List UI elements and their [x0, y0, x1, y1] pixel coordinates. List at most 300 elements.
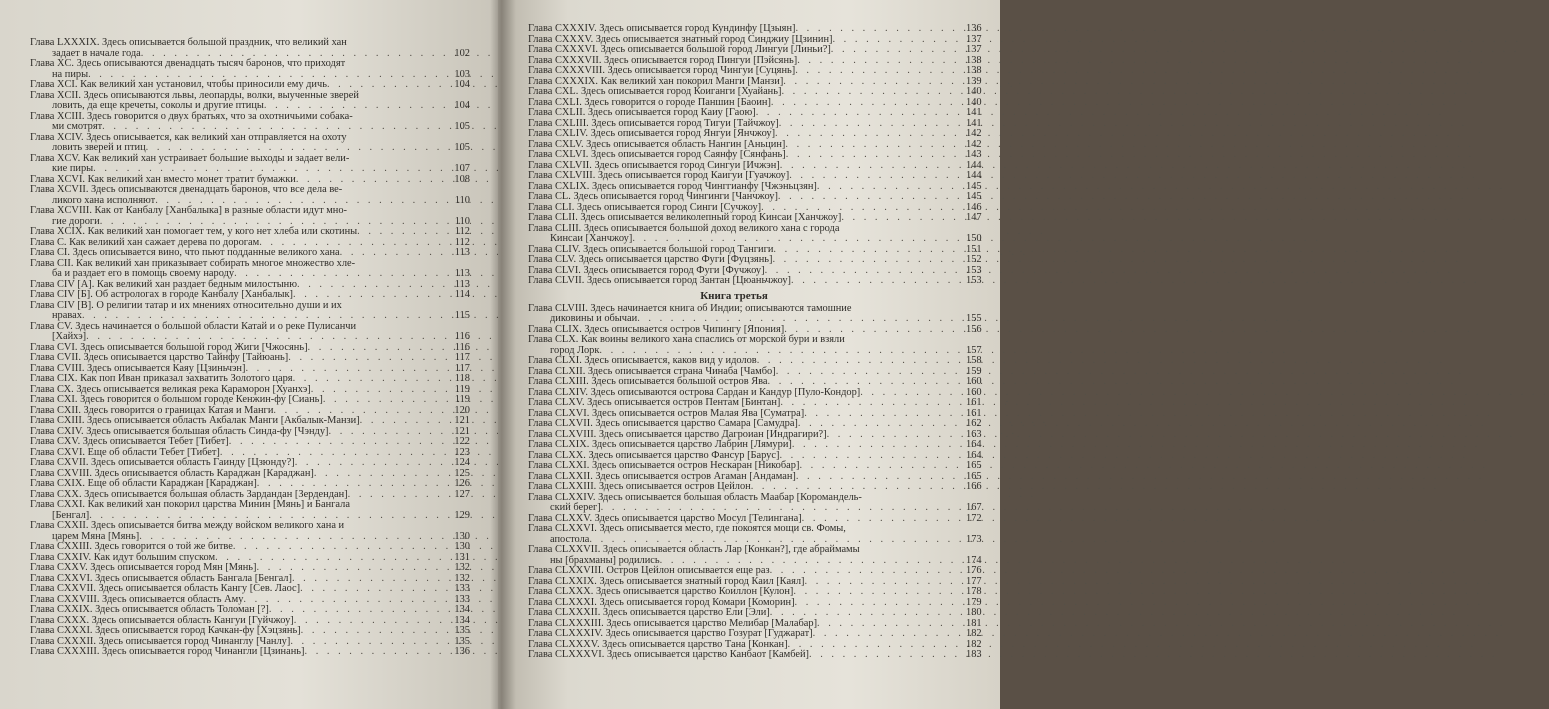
toc-entry: [30, 479, 470, 490]
toc-page-number: 105: [454, 142, 470, 153]
toc-entry-line: [528, 192, 1000, 203]
toc-entry: [30, 133, 470, 154]
toc-page-number: 178: [966, 586, 982, 597]
toc-entry: [528, 304, 1000, 325]
toc-entry-continuation: ский берег]: [550, 502, 601, 513]
toc-leader-dots: [841, 213, 962, 224]
toc-page-number: 163: [966, 428, 982, 440]
toc-entry: [30, 185, 470, 206]
toc-leader-dots: [327, 80, 444, 91]
toc-entry: [30, 563, 470, 574]
toc-entry-title: Глава CLXXVII. Здесь описывается область Лар [Конкан?], где абраймамы: [528, 544, 860, 555]
toc-entry-title: Глава CXLIX. Здесь описывается город Чинггианфу [Чжэньцзян]: [528, 180, 817, 192]
toc-entry-continuation: задает в начале года: [52, 47, 141, 59]
toc-entry-line: [528, 587, 1000, 598]
toc-entry: [30, 227, 470, 238]
toc-entry-line: [30, 563, 470, 574]
toc-entry-line: [528, 356, 1000, 367]
toc-entry: [528, 87, 1000, 98]
toc-entry: [30, 248, 470, 259]
toc-entry-title: Глава CLX. Как воины великого хана спаслись от морской бури и взяли: [528, 334, 845, 345]
toc-leader-dots: [293, 290, 444, 301]
toc-leader-dots: [269, 605, 444, 616]
toc-entry-title: Глава CLXVI. Здесь описывается остров Малая Ява [Суматра]: [528, 407, 805, 419]
toc-entry-title: Глава CXLVII. Здесь описывается город Сингуи [Ичжэн]: [528, 159, 780, 171]
toc-entry-continuation: нравах: [52, 310, 82, 321]
right-toc-list-top: [528, 24, 1000, 287]
toc-entry-title: Глава XC. Здесь описываются двенадцать тысяч баронов, что приходят: [30, 58, 346, 69]
toc-leader-dots: [770, 566, 962, 577]
toc-entry-continuation: город Лорк: [550, 344, 600, 356]
toc-page-number: 119: [454, 394, 470, 405]
toc-entry-title: Глава CLXXI. Здесь описывается остров Нескаран [Никобар]: [528, 460, 800, 471]
toc-entry-line: [528, 108, 1000, 119]
toc-page-number: 136: [966, 23, 982, 34]
toc-entry-title: Глава CXXVIII. Здесь описывается область Аму: [30, 593, 244, 605]
toc-entry: [528, 524, 1000, 545]
toc-entry-line: [528, 398, 1000, 409]
toc-entry-title: Глава CXLVI. Здесь описывается город Саянфу [Сянфань]: [528, 149, 786, 160]
toc-page-number: 121: [454, 415, 470, 426]
toc-page-number: 183: [966, 649, 982, 660]
toc-leader-dots: [792, 440, 962, 451]
toc-entry-title: Глава CLXXXV. Здесь описывается царство Тана [Конкан]: [528, 638, 788, 650]
toc-entry-title: Глава CLXVIII. Здесь описывается царство Дагроиан [Индрагири?]: [528, 428, 827, 440]
toc-leader-dots: [795, 24, 962, 35]
toc-page-number: 153: [966, 264, 982, 276]
toc-entry-title: Глава CXLVIII. Здесь описывается город Каигуи [Гуачжоу]: [528, 170, 790, 181]
toc-entry-title: Глава CLXVII. Здесь описывается царство Самара [Самудра]: [528, 418, 798, 429]
toc-entry-line: [528, 440, 1000, 451]
toc-page-number: 104: [454, 100, 470, 111]
toc-entry-title: Глава CXXII. Здесь описывается битва между войском великого хана и: [30, 520, 345, 531]
toc-leader-dots: [357, 227, 444, 238]
toc-page-number: 141: [966, 107, 982, 118]
toc-entry: [528, 276, 1000, 287]
toc-page-number: 112: [454, 226, 470, 237]
toc-page-number: 136: [454, 646, 470, 657]
toc-entry: [528, 461, 1000, 472]
right-toc-list-bottom: [528, 304, 1000, 661]
toc-entry-line: [528, 503, 1000, 514]
toc-entry-line: [30, 269, 470, 280]
toc-entry: [528, 66, 1000, 77]
toc-entry-title: Глава CLVIII. Здесь начинается книга об Индии; описываются тамошние: [528, 302, 852, 314]
toc-entry: [528, 629, 1000, 640]
toc-page-number: 127: [454, 488, 470, 500]
toc-page-number: 179: [966, 596, 982, 608]
toc-entry-title: Глава XCII. Здесь описываются львы, леопарды, волки, выученные зверей: [30, 89, 359, 101]
toc-entry-title: Глава XCVI. Как великий хан вместо монет тратит бумажки: [30, 173, 296, 185]
toc-entry-title: Глава CXLI. Здесь говорится о городе Паншин [Баоин]: [528, 96, 771, 108]
toc-page-number: 172: [966, 512, 982, 524]
toc-page-number: 121: [454, 425, 470, 437]
toc-page-number: 134: [454, 604, 470, 615]
toc-entry-title: Глава CXXVII. Здесь описывается область Кангу [Сев. Лаос]: [30, 583, 301, 594]
toc-entry-title: Глава CLVII. Здесь описывается город Зантан [Цюаньчжоу]: [528, 275, 791, 286]
toc-entry: [528, 335, 1000, 356]
toc-entry: [528, 650, 1000, 661]
toc-entry-title: Глава CV. Здесь начинается о большой области Катай и о реке Пулисанчи: [30, 320, 357, 332]
toc-leader-dots: [757, 356, 962, 367]
toc-leader-dots: [799, 461, 962, 472]
toc-entry: [30, 605, 470, 616]
toc-entry: [30, 301, 470, 322]
toc-entry-title: Глава CXLIV. Здесь описывается город Янгуи [Янчжоу]: [528, 128, 776, 139]
toc-entry-title: Глава CLXIV. Здесь описываются острова Сардан и Кандур [Пуло-Кондор]: [528, 386, 861, 398]
toc-entry-title: Глава CVI. Здесь описывается большой город Жиги [Чжосянь]: [30, 341, 308, 353]
toc-entry-continuation: [Бенгал]: [52, 509, 90, 521]
toc-entry-continuation: ловить зверей и птиц: [52, 142, 146, 153]
toc-entry: [528, 356, 1000, 367]
toc-page-number: 135: [454, 635, 470, 647]
toc-entry-title: Глава CLV. Здесь описывается царство Фуги [Фуцзянь]: [528, 254, 773, 265]
toc-entry-line: [528, 150, 1000, 161]
toc-entry-line: [30, 542, 470, 553]
toc-entry-title: Глава CXXXVI. Здесь описывается большой город Лингуи [Линьи?]: [528, 44, 831, 55]
toc-entry-title: Глава CXXXIX. Как великий хан покорил Манги [Манзи]: [528, 75, 784, 87]
toc-entry-title: Глава CVII. Здесь описывается царство Тайнфу [Тайюань]: [30, 352, 289, 363]
toc-entry: [528, 129, 1000, 140]
toc-entry-title: Глава XCVII. Здесь описываются двенадцать баронов, что все дела ве-: [30, 184, 343, 195]
toc-page-number: 182: [966, 628, 982, 639]
toc-entry: [528, 224, 1000, 245]
toc-entry-line: [30, 80, 470, 91]
toc-leader-dots: [780, 398, 962, 409]
toc-entry-continuation: ми смотрят: [52, 121, 103, 132]
toc-leader-dots: [323, 395, 444, 406]
toc-entry: [30, 38, 470, 59]
toc-entry-title: Глава CXV. Здесь описывается Тебет [Тибет]: [30, 436, 229, 447]
toc-leader-dots: [86, 332, 444, 343]
toc-entry-title: Глава CL. Здесь описывается город Чингинги [Чанчжоу]: [528, 191, 778, 202]
toc-entry: [30, 154, 470, 175]
toc-entry-title: Глава CXXXVIII. Здесь описывается город Чингуи [Суцянь]: [528, 65, 796, 76]
toc-leader-dots: [348, 490, 444, 501]
toc-entry: [528, 150, 1000, 161]
right-page: [498, 0, 1000, 709]
toc-entry-title: Глава CLIX. Здесь описывается остров Чипингу [Япония]: [528, 323, 785, 335]
toc-entry: [30, 91, 470, 112]
toc-leader-dots: [791, 276, 962, 287]
toc-entry-title: Глава CXXV. Здесь описывается город Мян [Мянь]: [30, 562, 257, 573]
toc-entry-title: Глава CXLV. Здесь описывается область Нангин [Аньцин]: [528, 138, 786, 150]
toc-page-number: 162: [966, 418, 982, 429]
toc-page-number: 152: [966, 254, 982, 265]
toc-entry-title: Глава CXIX. Еще об области Караджан [Караджан]: [30, 478, 257, 489]
toc-entry-title: Глава XCI. Как великий хан установил, чтобы приносили ему дичь: [30, 79, 327, 90]
toc-page-number: 126: [454, 478, 470, 489]
toc-entry: [528, 440, 1000, 451]
toc-leader-dots: [751, 482, 962, 493]
toc-page-number: 135: [454, 625, 470, 636]
toc-entry-line: [528, 482, 1000, 493]
toc-page-number: 137: [966, 44, 982, 55]
toc-entry-line: [528, 608, 1000, 619]
toc-leader-dots: [102, 122, 444, 133]
toc-entry: [528, 171, 1000, 182]
toc-page-number: 158: [966, 355, 982, 366]
toc-entry-line: [30, 143, 470, 154]
toc-entry-line: [528, 87, 1000, 98]
toc-entry-line: [30, 605, 470, 616]
toc-entry: [30, 521, 470, 542]
toc-entry-line: [528, 314, 1000, 325]
toc-page-number: 182: [966, 638, 982, 650]
toc-leader-dots: [264, 101, 444, 112]
toc-entry-title: Глава СХ. Здесь описывается великая река Караморон [Хуанхэ]: [30, 383, 311, 395]
toc-entry-title: Глава LXXXIX. Здесь описывается большой праздник, что великий хан: [30, 37, 347, 48]
toc-entry-title: Глава CXXX. Здесь описывается область Кангуи [Гуйчжоу]: [30, 614, 294, 626]
toc-entry-title: Глава СIV [Б]. Об астрологах в городе Канбалу [Ханбалык]: [30, 289, 293, 300]
toc-page-number: 113: [454, 247, 470, 258]
toc-entry: [30, 206, 470, 227]
toc-entry-title: Глава XCV. Как великий хан устраивает большие выходы и задает вели-: [30, 152, 350, 164]
toc-page-number: 130: [454, 541, 470, 552]
toc-page-number: 117: [454, 362, 470, 374]
toc-entry-line: [30, 395, 470, 406]
toc-entry-line: [30, 311, 470, 322]
toc-page-number: 145: [966, 191, 982, 202]
toc-page-number: 164: [966, 449, 982, 461]
toc-entry-line: [30, 458, 470, 469]
toc-page-number: 124: [454, 457, 470, 468]
toc-entry-line: [528, 377, 1000, 388]
toc-entry-title: Глава CLXXXII. Здесь описывается царство Ели [Эли]: [528, 607, 770, 618]
toc-entry: [30, 374, 470, 385]
toc-entry-title: Глава CLXXXIV. Здесь описывается царство Гозурат [Гуджарат]: [528, 628, 813, 639]
toc-entry: [528, 24, 1000, 35]
toc-page-number: 160: [966, 376, 982, 387]
toc-leader-dots: [82, 311, 444, 322]
toc-entry-line: [30, 332, 470, 343]
toc-page-number: 157: [966, 344, 982, 356]
toc-entry-title: Глава CLXXX. Здесь описывается царство Коиллон [Кулон]: [528, 586, 794, 597]
toc-entry-title: Глава CLI. Здесь описывается город Синги [Сучжоу]: [528, 201, 762, 213]
toc-entry: [30, 416, 470, 427]
toc-page-number: 138: [966, 65, 982, 76]
toc-entry-title: Глава CIX. Как поп Иван приказал захватить Золотого царя: [30, 373, 293, 384]
toc-page-number: 129: [454, 509, 470, 521]
toc-leader-dots: [229, 437, 444, 448]
left-toc-list: [30, 38, 470, 658]
toc-entry-title: Глава CLXV. Здесь описывается остров Пентам [Бинтан]: [528, 397, 781, 408]
toc-page-number: 140: [966, 86, 982, 97]
toc-entry: [30, 584, 470, 595]
toc-entry: [30, 353, 470, 364]
toc-entry: [30, 322, 470, 343]
toc-entry-continuation: ловить, да еще кречеты, соколы и другие птицы: [52, 100, 264, 111]
toc-entry-title: Глава CXXXV. Здесь описывается знатный город Синджиу [Цзинин]: [528, 33, 833, 45]
toc-leader-dots: [778, 192, 962, 203]
toc-entry: [528, 545, 1000, 566]
toc-entry-line: [30, 122, 470, 133]
toc-entry-title: Глава CLXXIII. Здесь описывается остров Цейлон: [528, 481, 751, 492]
toc-entry: [528, 192, 1000, 203]
toc-entry: [528, 493, 1000, 514]
toc-page-number: 132: [454, 562, 470, 573]
toc-page-number: 181: [966, 617, 982, 629]
toc-entry-title: Глава CLXX. Здесь описывается царство Фансур [Барус]: [528, 449, 780, 461]
toc-entry-line: [30, 416, 470, 427]
toc-entry-title: Глава CLXXXVI. Здесь описывается царство Канбаот [Камбей]: [528, 649, 809, 660]
toc-entry: [528, 255, 1000, 266]
toc-entry-continuation: ны [брахманы] родились: [550, 554, 660, 566]
toc-entry-continuation: царем Мяна [Мянь]: [52, 530, 140, 542]
toc-page-number: 159: [966, 365, 982, 377]
toc-leader-dots: [756, 108, 962, 119]
toc-page-number: 140: [966, 96, 982, 108]
toc-entry-title: Глава CLII. Здесь описывается великолепный город Кинсаи [Ханчжоу]: [528, 212, 842, 223]
toc-entry: [30, 259, 470, 280]
toc-entry-title: Глава CXIII. Здесь описывается область Акбалак Манги [Акбалык-Манзи]: [30, 415, 360, 426]
toc-leader-dots: [300, 584, 444, 595]
toc-entry-continuation: Кинсаи [Ханчжоу]: [550, 233, 633, 244]
toc-leader-dots: [786, 150, 962, 161]
toc-entry: [528, 566, 1000, 577]
toc-page-number: 104: [454, 79, 470, 90]
toc-leader-dots: [295, 458, 444, 469]
toc-leader-dots: [288, 353, 444, 364]
toc-entry-title: Глава CLVI. Здесь описывается город Фуги [Фучжоу]: [528, 264, 765, 276]
toc-entry-line: [528, 171, 1000, 182]
toc-entry: [30, 626, 470, 637]
toc-entry-title: Глава CXXIV. Как идут большим спуском: [30, 551, 216, 563]
toc-entry-line: [528, 129, 1000, 140]
toc-entry: [528, 213, 1000, 224]
toc-entry-title: Глава CVIII. Здесь описывается Каяу [Цзиньчэн]: [30, 362, 246, 374]
toc-entry-line: [528, 255, 1000, 266]
toc-entry: [30, 437, 470, 448]
toc-leader-dots: [798, 419, 962, 430]
toc-page-number: 113: [454, 268, 470, 279]
toc-entry-line: [528, 461, 1000, 472]
toc-leader-dots: [340, 248, 444, 259]
toc-page-number: 155: [966, 313, 982, 324]
toc-entry-line: [30, 437, 470, 448]
toc-entry-line: [30, 479, 470, 490]
toc-entry-line: [528, 234, 1000, 245]
toc-page-number: 142: [966, 128, 982, 139]
toc-page-number: 103: [454, 68, 470, 80]
toc-page-number: 142: [966, 138, 982, 150]
toc-entry-title: Глава CLXXXI. Здесь описывается город Комари [Коморин]: [528, 596, 795, 608]
toc-page-number: 112: [454, 236, 470, 248]
toc-leader-dots: [146, 143, 444, 154]
toc-leader-dots: [234, 269, 444, 280]
toc-leader-dots: [305, 647, 445, 658]
toc-page-number: 105: [454, 121, 470, 132]
toc-page-number: 122: [454, 436, 470, 447]
toc-entry: [528, 377, 1000, 388]
toc-entry-line: [30, 374, 470, 385]
toc-entry-title: Глава CXVIII. Здесь описывается область Караджан [Караджан]: [30, 467, 314, 479]
toc-page-number: 110: [454, 194, 470, 206]
toc-page-number: 137: [966, 33, 982, 45]
toc-entry-continuation: [Хайхэ]: [52, 331, 87, 342]
toc-leader-dots: [831, 45, 962, 56]
toc-page-number: 144: [966, 159, 982, 171]
toc-entry-title: Глава CLXXXIII. Здесь описывается царство Мелибар [Малабар]: [528, 617, 818, 629]
toc-entry-title: Глава СIV [А]. Как великий хан раздает бедным милостыню: [30, 278, 298, 290]
toc-entry: [30, 458, 470, 469]
toc-entry-title: Глава CXII. Здесь говорится о границах Катая и Манги: [30, 404, 274, 416]
toc-page-number: 119: [454, 383, 470, 395]
toc-page-number: 165: [966, 470, 982, 482]
toc-entry-title: Глава CLXXIX. Здесь описывается знатный город Каил [Каял]: [528, 575, 805, 587]
toc-entry: [30, 542, 470, 553]
toc-entry-title: Глава CXIV. Здесь описывается большая область Синда-фу [Чэнду]: [30, 425, 329, 437]
toc-entry-title: Глава CXI. Здесь говорится о большом городе Кенжин-фу [Сиань]: [30, 394, 323, 405]
toc-leader-dots: [813, 629, 962, 640]
toc-entry-line: [528, 276, 1000, 287]
toc-entry-title: Глава CXL. Здесь описывается город Коиганги [Хуайань]: [528, 86, 782, 97]
toc-page-number: 120: [454, 404, 470, 416]
toc-leader-dots: [781, 87, 962, 98]
toc-page-number: 123: [454, 446, 470, 458]
toc-entry-title: Глава CLXXVIII. Остров Цейлон описывается еще раз: [528, 565, 770, 576]
toc-page-number: 138: [966, 54, 982, 66]
toc-entry-title: Глава CXLIII. Здесь описывается город Тигуи [Тайчжоу]: [528, 117, 779, 129]
toc-page-number: 164: [966, 439, 982, 450]
toc-page-number: 144: [966, 170, 982, 181]
toc-entry: [528, 419, 1000, 430]
toc-entry: [30, 112, 470, 133]
toc-entry-title: Глава CLXII. Здесь описывается страна Чинаба [Чамбо]: [528, 365, 776, 377]
toc-entry: [30, 647, 470, 658]
toc-entry: [30, 395, 470, 406]
toc-entry-continuation: диковины и обычаи: [550, 313, 638, 324]
toc-entry-line: [30, 248, 470, 259]
toc-entry-line: [528, 566, 1000, 577]
toc-leader-dots: [360, 416, 444, 427]
toc-entry: [30, 59, 470, 80]
toc-leader-dots: [301, 626, 444, 637]
toc-entry-continuation: гие дороги: [52, 215, 100, 227]
toc-page-number: 114: [454, 289, 470, 300]
toc-page-number: 173: [966, 533, 982, 545]
toc-entry-title: Глава CXVI. Еще об области Тебет [Тибет]: [30, 446, 220, 458]
toc-entry-title: Глава CLXI. Здесь описывается, каков вид у идолов: [528, 355, 757, 366]
toc-entry-title: Глава CLIII. Здесь описывается большой доход великого хана с города: [528, 222, 840, 234]
toc-entry-line: [528, 24, 1000, 35]
toc-entry-title: Глава XCIV. Здесь описывается, как великий хан отправляется на охоту: [30, 131, 347, 143]
toc-page-number: 134: [454, 614, 470, 626]
toc-page-number: 146: [966, 201, 982, 213]
toc-leader-dots: [775, 129, 962, 140]
toc-entry-title: Глава CXXXII. Здесь описывается город Чинанглу [Чанлу]: [30, 635, 291, 647]
toc-page-number: 143: [966, 149, 982, 160]
toc-page-number: 161: [966, 407, 982, 419]
toc-entry-line: [528, 629, 1000, 640]
toc-page-number: 156: [966, 323, 982, 335]
toc-entry-title: Глава CXXXI. Здесь описывается город Качкан-фу [Хэцзянь]: [30, 625, 301, 636]
toc-page-number: 176: [966, 565, 982, 576]
toc-page-number: 177: [966, 575, 982, 587]
toc-entry: [30, 500, 470, 521]
toc-leader-dots: [770, 608, 962, 619]
toc-leader-dots: [233, 542, 444, 553]
toc-entry-title: Глава CLIV. Здесь описывается большой город Тангиги: [528, 243, 774, 255]
toc-page-number: 108: [454, 173, 470, 185]
toc-entry-continuation: на пиры: [52, 68, 89, 80]
toc-entry-title: Глава CXVII. Здесь описывается область Гаинду [Цзюнду?]: [30, 457, 295, 468]
toc-entry-line: [30, 290, 470, 301]
toc-entry-title: Глава XCIII. Здесь говорится о двух братьях, что за охотничьими собака-: [30, 110, 353, 122]
toc-entry-title: Глава CXXXIV. Здесь описывается город Кундинфу [Цзыян]: [528, 23, 796, 34]
toc-page-number: 115: [454, 310, 470, 321]
toc-page-number: 118: [454, 373, 470, 384]
